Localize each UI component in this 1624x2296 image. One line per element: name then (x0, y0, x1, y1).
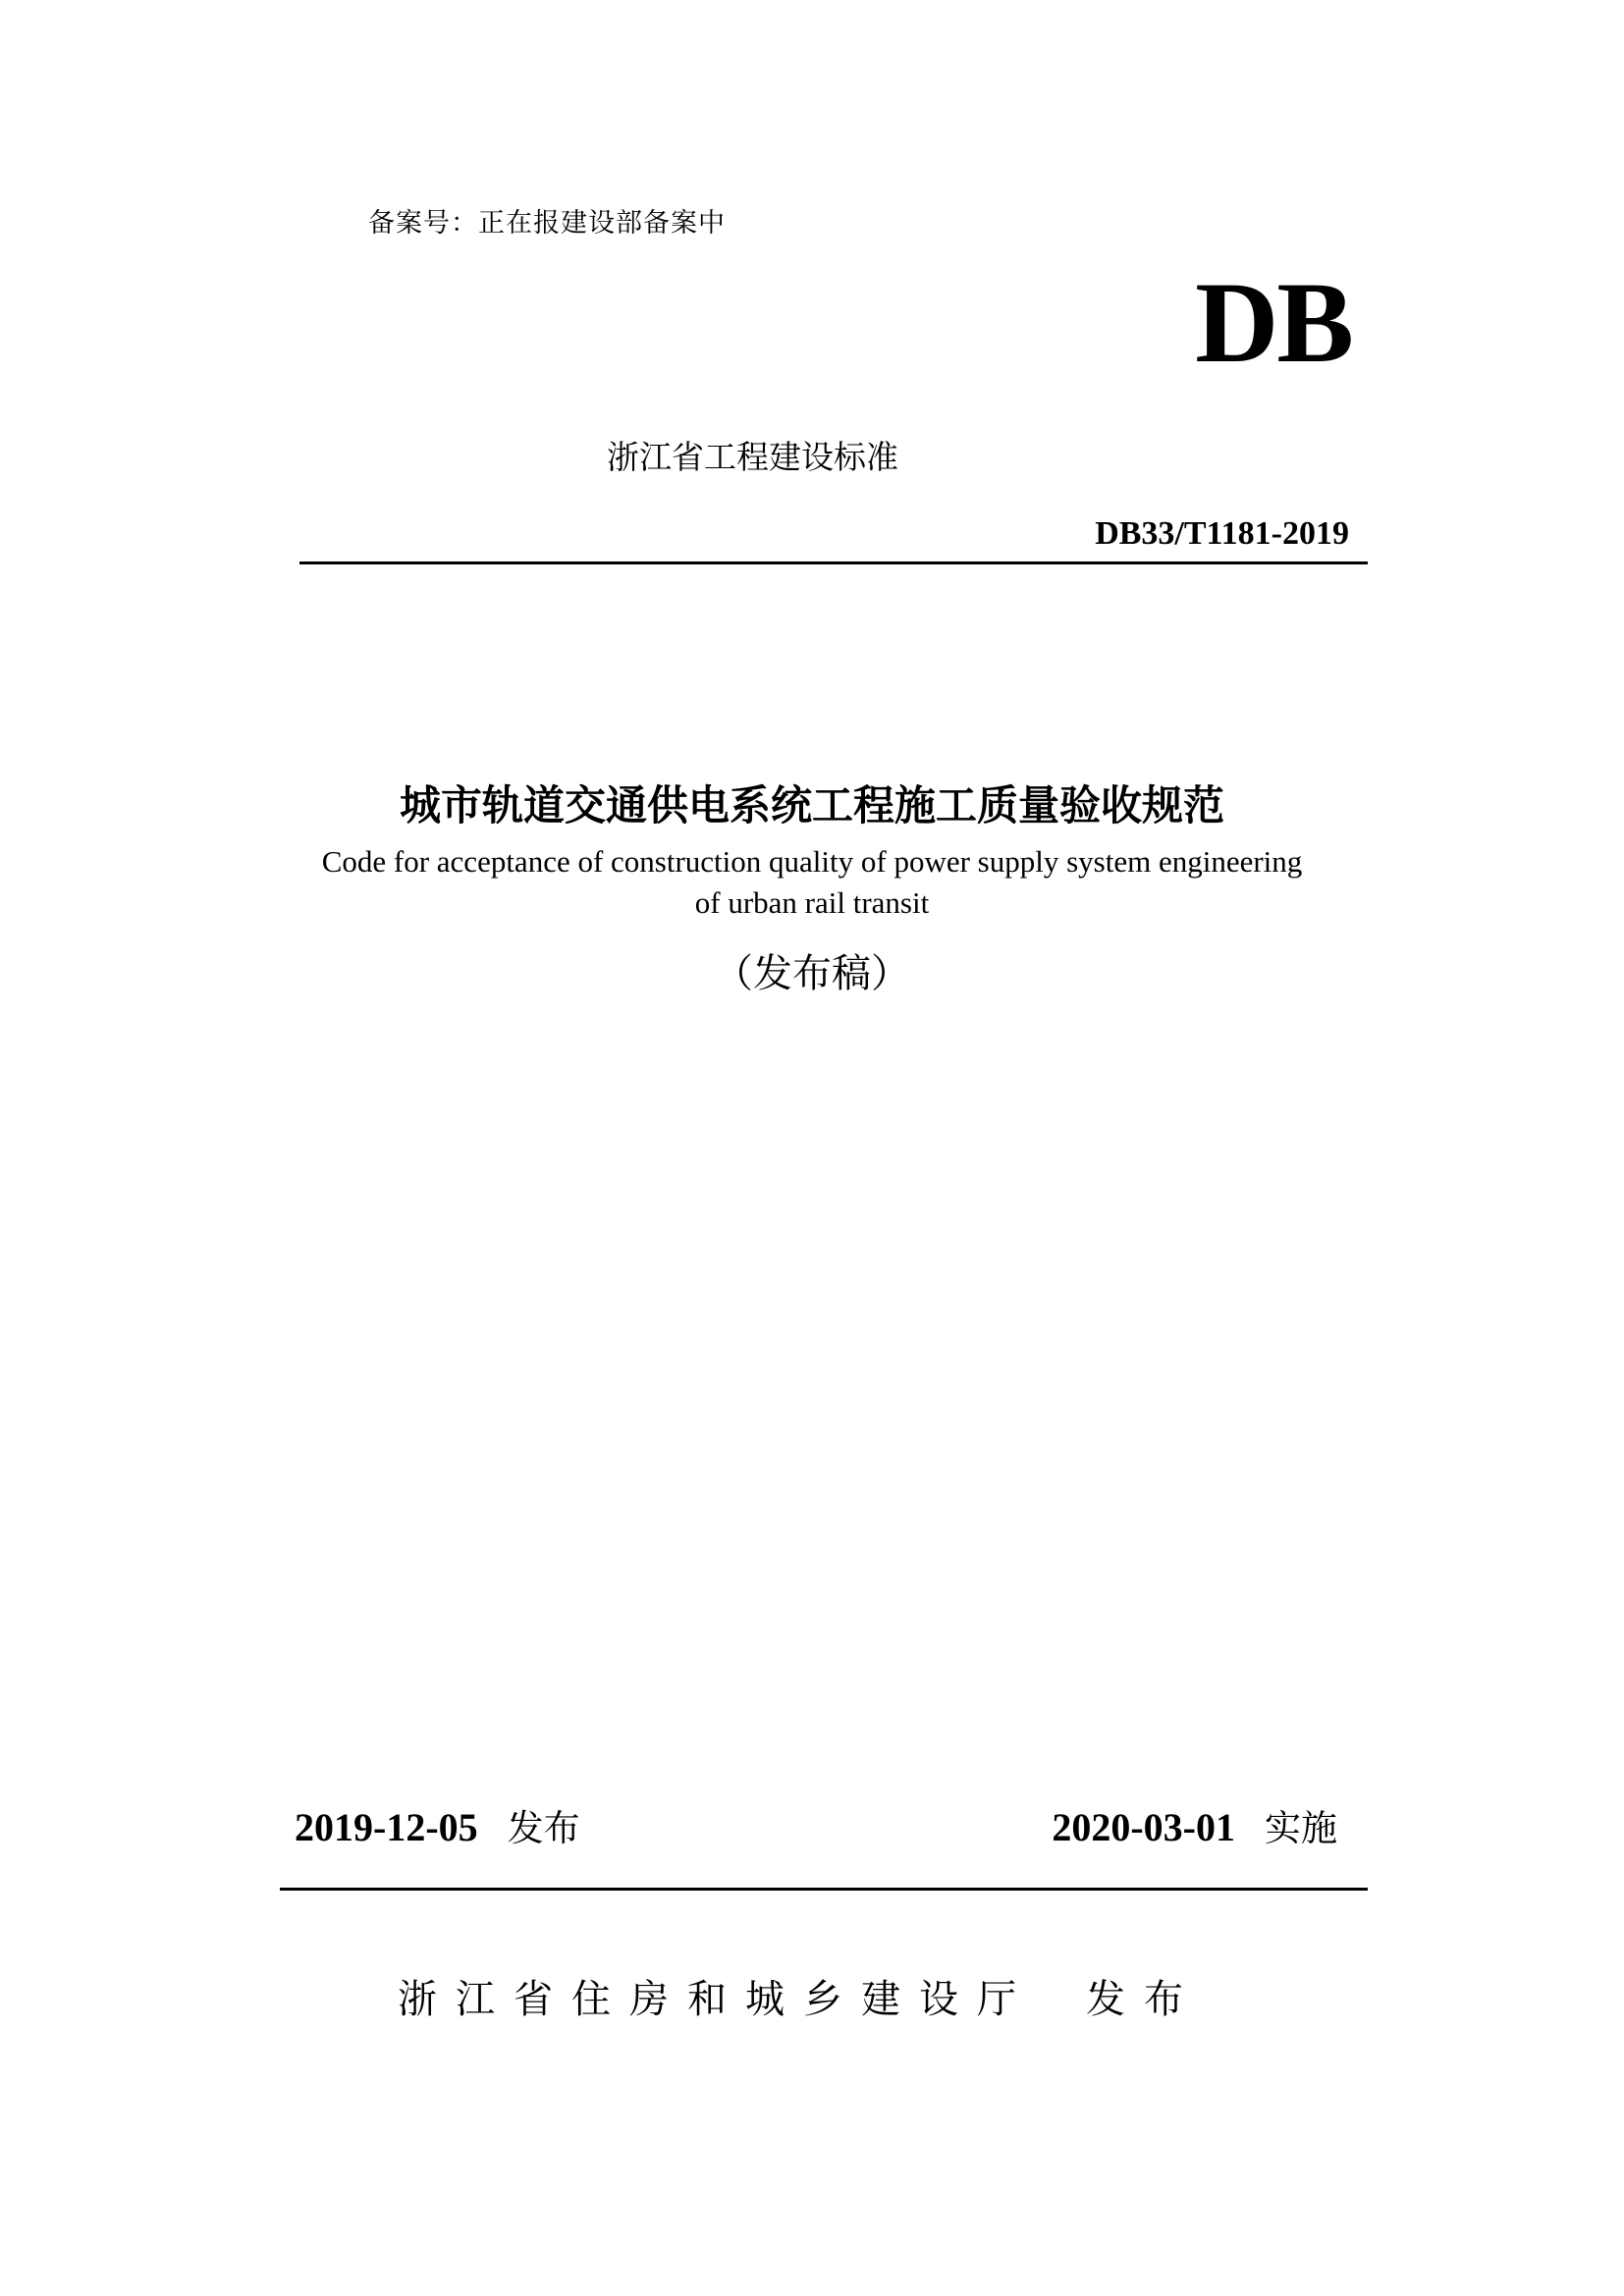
title-english-line-1: Code for acceptance of construction quality of power supply system engineering (321, 844, 1303, 879)
standard-code: DB33/T1181-2019 (1095, 515, 1349, 552)
publisher-name: 浙江省住房和城乡建设厅 (398, 1977, 1035, 2022)
document-title-english (0, 841, 1624, 924)
publish-date-row (295, 1798, 580, 1851)
publisher-verb: 发布 (1086, 1977, 1202, 2022)
effective-date: 2020-03-01 (1052, 1805, 1235, 1849)
draft-label: （发布稿） (714, 951, 910, 996)
document-title-chinese: 城市轨道交通供电系统工程施工质量验收规范 (399, 781, 1224, 829)
title-english-line-2: of urban rail transit (694, 885, 930, 920)
standard-category: 浙江省工程建设标准 (607, 438, 898, 476)
footer-divider (280, 1888, 1368, 1891)
db-logo: DB (1195, 258, 1352, 387)
header-divider (299, 561, 1368, 564)
effective-verb: 实施 (1265, 1807, 1337, 1849)
publisher-row (398, 1968, 1202, 2024)
publish-verb: 发布 (507, 1807, 580, 1849)
publish-date: 2019-12-05 (295, 1805, 478, 1849)
effective-date-row (1052, 1798, 1337, 1851)
record-number: 备案号：正在报建设部备案中 (368, 208, 726, 239)
